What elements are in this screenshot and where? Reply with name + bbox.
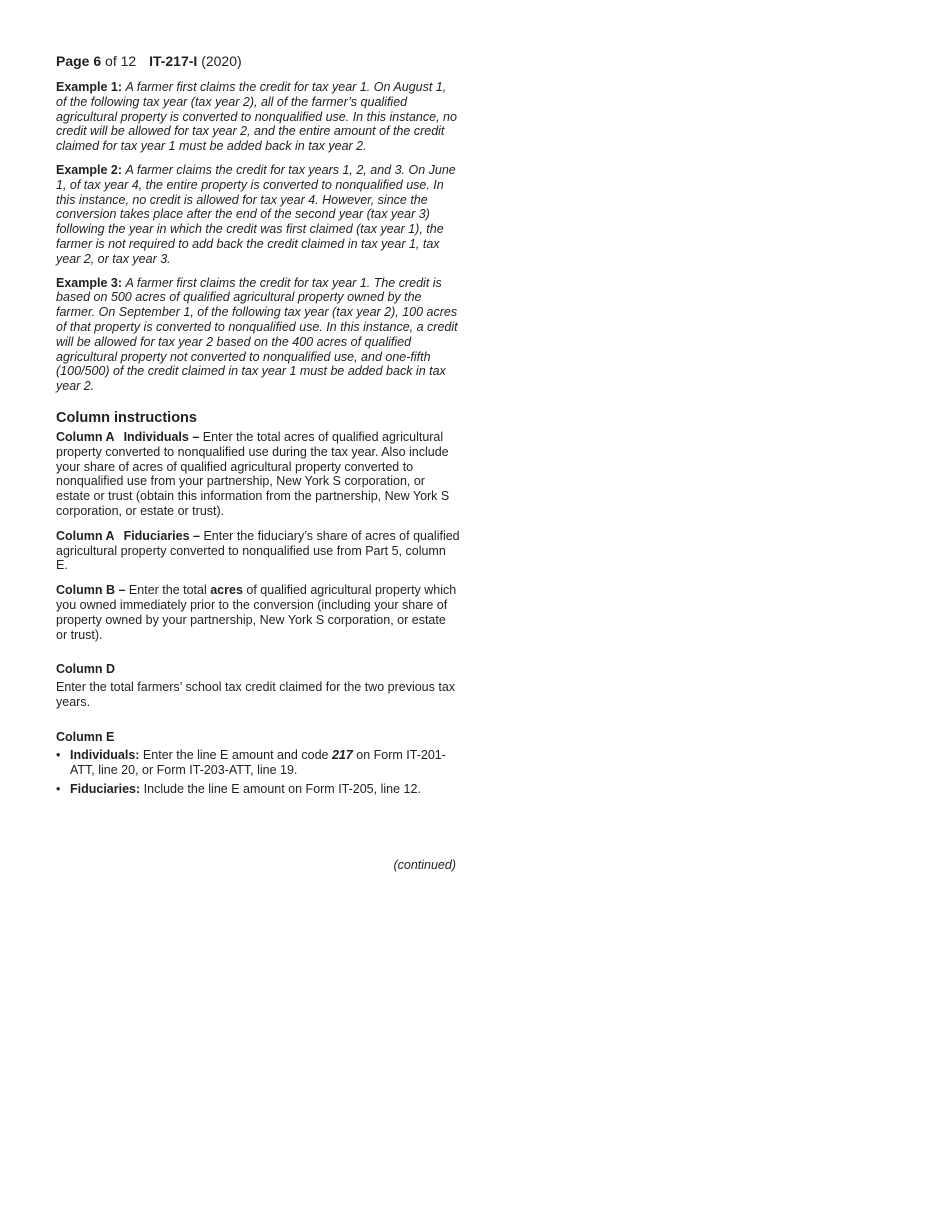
- example-3: [56, 276, 460, 394]
- example-1: [56, 80, 460, 154]
- column-d-text: Enter the total farmers’ school tax credit claimed for the two previous tax years.: [56, 680, 456, 710]
- list-item: [56, 748, 460, 778]
- column-instructions-heading: Column instructions: [56, 409, 197, 426]
- column-label: Column B –: [56, 583, 126, 598]
- page-header: [56, 52, 460, 70]
- example-label: Example 1:: [56, 80, 123, 94]
- column-label: Column A: [56, 528, 115, 543]
- continued-note: (continued): [393, 858, 456, 872]
- emphasis-text: acres: [210, 583, 243, 598]
- bullet: •: [56, 782, 61, 797]
- page-number: Page 6: [56, 53, 102, 69]
- instruction-text: of qualified agricultural property which you owned immediately prior to the conversion (including your share of property owned by your partnership, New York S corporation, or estate or trust).: [56, 583, 457, 642]
- example-label: Example 2:: [56, 162, 123, 177]
- form-year: (2020): [197, 53, 242, 69]
- filer-label: Fiduciaries –: [123, 528, 200, 543]
- example-text: A farmer first claims the credit for tax year 1. The credit is based on 500 acres of qualified agricultural property owned by the farmer. On September 1, of the following tax year (tax year 2), 100 acres of that property is converted to nonqualified use. In this instance, a credit will be allowed for tax year 2 based on the 400 acres of qualified agricultural property not converted to nonqualified use, and one-fifth (100/500) of the credit claimed in tax year 1 must be added back in tax year 2.: [56, 275, 458, 394]
- column-e-list: [56, 748, 460, 797]
- instruction-text: Enter the fiduciary’s share of acres of qualified agricultural property converted to nonqualified use from Part 5, column E.: [56, 528, 460, 573]
- bullet: •: [56, 747, 61, 762]
- column-b: [56, 583, 460, 642]
- example-text: A farmer claims the credit for tax years 1, 2, and 3. On June 1, of tax year 4, the entire property is converted to nonqualified use. In this instance, no credit is allowed for tax year 4. However, since the conversion takes place after the end of the second year (tax year 3) following the year in which the credit was first claimed (tax year 1), the farmer is not required to add back the credit claimed in tax year 1, tax year 2, or tax year 3.: [56, 162, 456, 266]
- form-id: IT-217-I: [149, 53, 198, 69]
- instruction-text: Enter the line E amount and code: [139, 747, 332, 762]
- text-column: [56, 52, 460, 802]
- instruction-text: on Form IT-201-ATT, line 20, or Form IT-203-ATT, line 19.: [70, 747, 446, 777]
- column-a-individuals: [56, 430, 460, 519]
- page-total: of 12: [101, 53, 137, 69]
- list-item: [56, 782, 460, 797]
- column-label: Column A: [56, 429, 115, 444]
- column-d-heading: Column D: [56, 662, 116, 677]
- column-a-fiduciaries: [56, 529, 460, 573]
- example-text: A farmer first claims the credit for tax year 1. On August 1, of the following tax year (tax year 2), all of the farmer’s qualified agricultural property is converted to nonqualified use. In this instance, no credit will be allowed for tax year 2, and the entire amount of the credit claimed for tax year 1 must be added back in tax year 2.: [56, 80, 457, 154]
- instruction-text: Enter the total: [125, 583, 211, 598]
- example-label: Example 3:: [56, 275, 123, 290]
- instruction-text: Include the line E amount on Form IT-205, line 12.: [140, 782, 421, 797]
- code-number: 217: [331, 747, 353, 762]
- instruction-text: Enter the total acres of qualified agricultural property converted to nonqualified use during the tax year. Also include your share of acres of qualified agricultural property converted to nonqualified use from your partnership, New York S corporation, or estate or trust (obtain this information from the partnership, New York S corporation, or estate or trust).: [56, 429, 450, 518]
- example-2: [56, 163, 460, 267]
- filer-label: Fiduciaries:: [70, 782, 141, 797]
- column-e-heading: Column E: [56, 729, 115, 744]
- filer-label: Individuals:: [70, 747, 140, 762]
- filer-label: Individuals –: [123, 429, 200, 444]
